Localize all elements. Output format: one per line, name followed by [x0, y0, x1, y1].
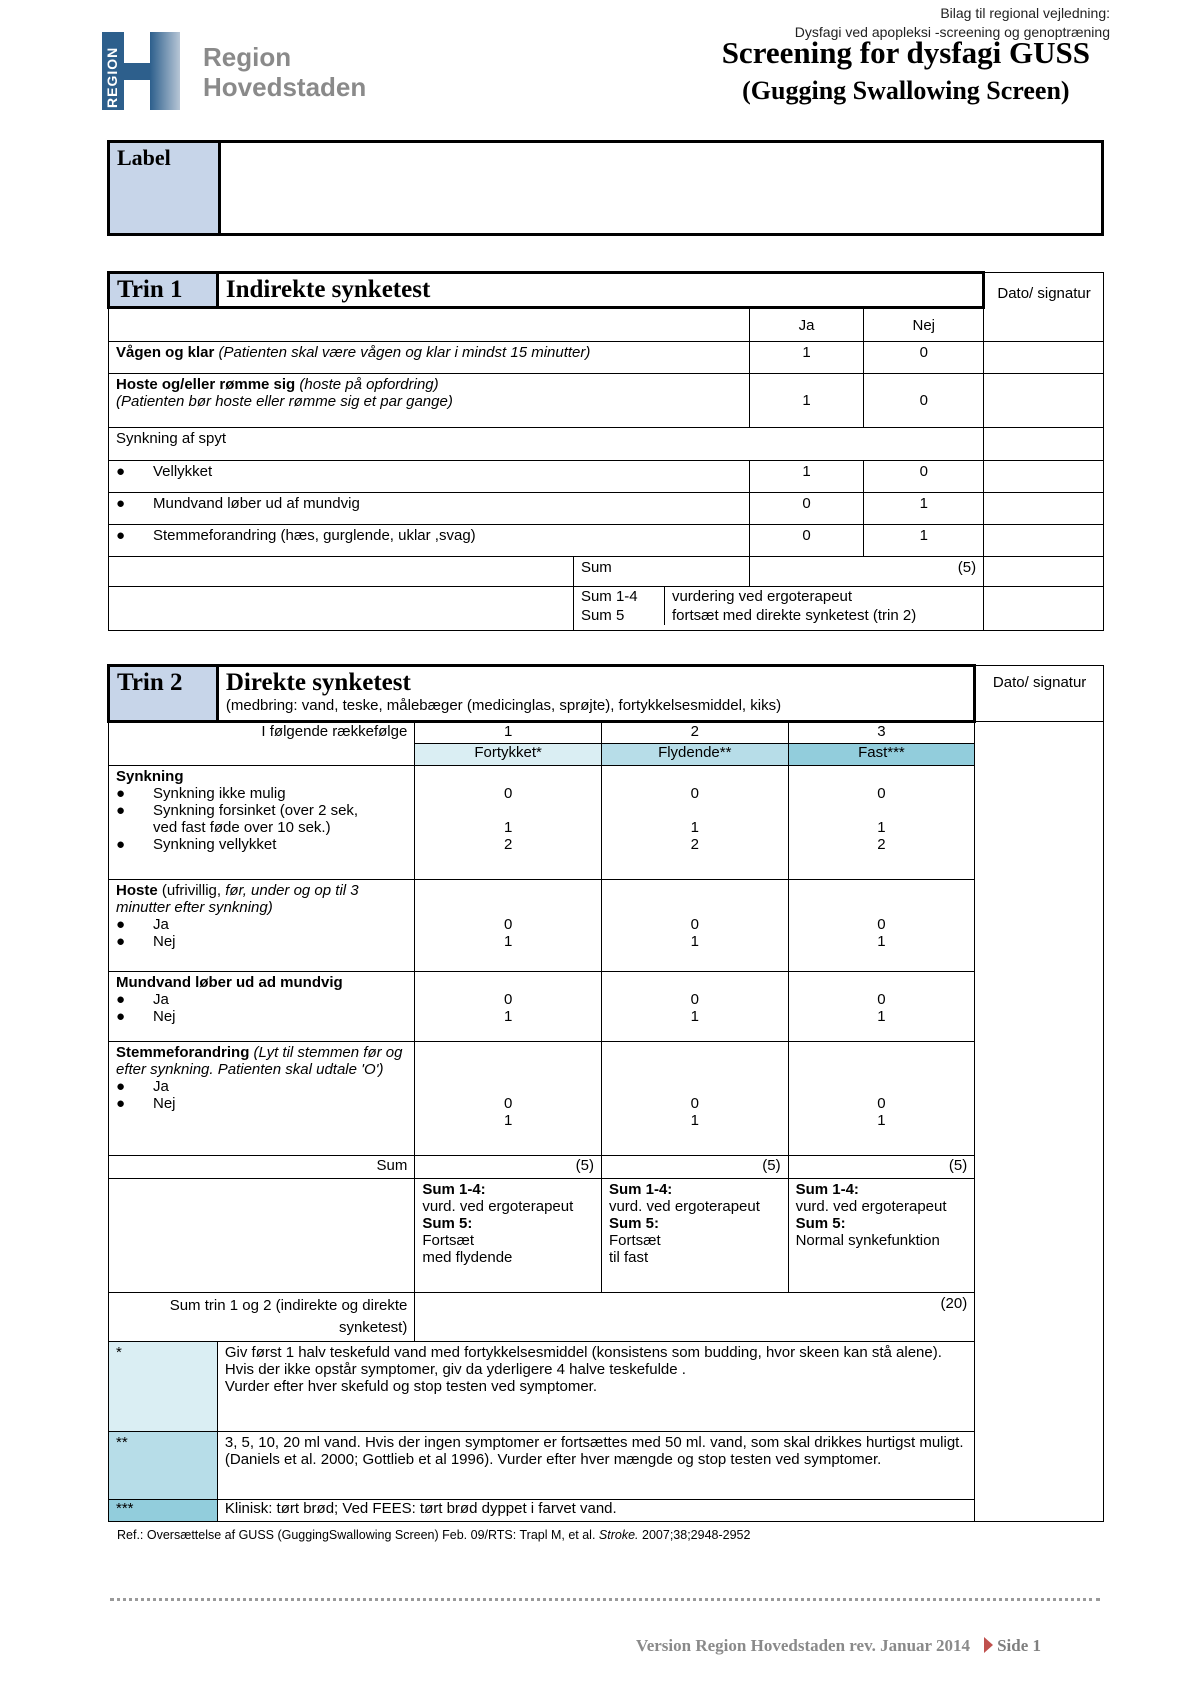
vaagen-ja[interactable]: 1 — [749, 342, 864, 374]
sig-cell[interactable] — [984, 428, 1104, 461]
mundvand-values[interactable]: 0 1 — [788, 972, 975, 1042]
trin2-sum-value[interactable]: (5) — [601, 1156, 788, 1179]
bilag-line2: Dysfagi ved apopleksi -screening og genoptræning — [794, 24, 1110, 40]
col-num: 1 — [415, 722, 602, 744]
hoste-values[interactable]: 0 1 — [788, 880, 975, 972]
spyt-row: ● Mundvand løber ud af mundvig — [109, 493, 750, 525]
hoste-cell: Hoste (ufrivillig, før, under og op til 3 minutter efter synkning) ● Ja ● Nej — [109, 880, 415, 972]
sig-cell[interactable] — [984, 342, 1104, 374]
trin1-sum-value[interactable]: (5) — [749, 557, 984, 587]
logo-text — [203, 42, 366, 102]
hoste-values[interactable]: 0 1 — [601, 880, 788, 972]
total-label: Sum trin 1 og 2 (indirekte og direkte synketest) — [109, 1293, 415, 1342]
reference: Ref.: Oversættelse af GUSS (GuggingSwallowing Screen) Feb. 09/RTS: Trapl M, et al. Stroke. 2007;38;2948-2952 — [117, 1528, 751, 1542]
hoste-nej[interactable]: 0 — [864, 374, 984, 428]
total-value[interactable]: (20) — [415, 1293, 975, 1342]
label-field[interactable] — [220, 142, 1103, 235]
row-hoste: Hoste og/eller rømme sig (hoste på opfordring) (Patienten bør hoste eller rømme sig et par gange) — [109, 374, 750, 428]
mundvand-values[interactable]: 0 1 — [415, 972, 602, 1042]
stemme-values[interactable]: 0 1 — [788, 1042, 975, 1156]
logo-line2: Hovedstaden — [203, 72, 367, 102]
note-text: 3, 5, 10, 20 ml vand. Hvis der ingen symptomer er fortsættes med 50 ml. vand, som skal drikkes hurtigst muligt. (Daniels et al. 2000; Gottlieb et al 1996). Vurder efter hver mængde og stop testen ved symptomer. — [217, 1432, 974, 1500]
hoste-ja[interactable]: 1 — [749, 374, 864, 428]
trin2-title-cell — [217, 666, 974, 722]
page-title — [722, 34, 1090, 110]
stemme-cell: Stemmeforandring (Lyt til stemmen før og efter synkning. Patienten skal udtale 'O') ● Ja ● Nej — [109, 1042, 415, 1156]
synkning-values[interactable]: 0 1 2 — [601, 766, 788, 880]
hoste-values[interactable]: 0 1 — [415, 880, 602, 972]
col-num: 2 — [601, 722, 788, 744]
outcome-cell: Sum 1-4: vurd. ved ergoterapeut Sum 5: Fortsæt med flydende — [415, 1179, 602, 1293]
sig-cell[interactable] — [984, 461, 1104, 493]
trin2-title: Direkte synketest — [225, 669, 411, 696]
page-number: Side 1 — [997, 1636, 1041, 1655]
trin1-title: Indirekte synketest — [217, 273, 983, 308]
sig-cell[interactable] — [984, 587, 1104, 631]
synkning-values[interactable]: 0 1 2 — [415, 766, 602, 880]
logo-line1: Region — [203, 42, 292, 72]
sig-cell[interactable] — [984, 374, 1104, 428]
spyt-nej[interactable]: 0 — [864, 461, 984, 493]
stemme-values[interactable]: 0 1 — [415, 1042, 602, 1156]
col-fortykket: Fortykket* — [415, 744, 602, 766]
note-mark: * — [109, 1342, 218, 1432]
note-text: Klinisk: tørt brød; Ved FEES: tørt brød dyppet i farvet vand. — [217, 1500, 974, 1522]
note-text: Giv først 1 halv teskefuld vand med fortykkelsesmiddel (konsistens som budding, hvor skeen kan stå alene). Hvis der ikke opstår symptomer, giv da yderligere 4 halve teskefulde . Vurder efter hver skefuld og stop testen ved symptomer. — [217, 1342, 974, 1432]
col-num: 3 — [788, 722, 975, 744]
stemme-values[interactable]: 0 1 — [601, 1042, 788, 1156]
col-flydende: Flydende** — [601, 744, 788, 766]
trin1-outcome: Sum 1-4 vurdering ved ergoterapeut Sum 5 fortsæt med direkte synketest (trin 2) — [573, 587, 983, 631]
trin1-step: Trin 1 — [109, 273, 218, 308]
footer-version: Version Region Hovedstaden rev. Januar 2014 — [636, 1636, 971, 1655]
label-cell: Label — [109, 142, 220, 235]
spyt-nej[interactable]: 1 — [864, 493, 984, 525]
outcome-cell: Sum 1-4: vurd. ved ergoterapeut Sum 5: Normal synkefunktion — [788, 1179, 975, 1293]
vaagen-nej[interactable]: 0 — [864, 342, 984, 374]
trin2-date-sig: Dato/ signatur — [975, 666, 1104, 722]
title-line1: Screening for dysfagi GUSS — [721, 35, 1090, 70]
col-nej: Nej — [864, 308, 984, 342]
note-mark: *** — [109, 1500, 218, 1522]
triangle-right-icon — [984, 1637, 993, 1653]
trin1-table — [107, 271, 1104, 631]
trin2-step: Trin 2 — [109, 666, 218, 722]
bilag-line1: Bilag til regional vejledning: — [940, 5, 1110, 21]
mundvand-cell: Mundvand løber ud ad mundvig ● Ja ● Nej — [109, 972, 415, 1042]
trin2-sum-value[interactable]: (5) — [788, 1156, 975, 1179]
spyt-label: Synkning af spyt — [109, 428, 984, 461]
outcome-cell: Sum 1-4: vurd. ved ergoterapeut Sum 5: Fortsæt til fast — [601, 1179, 788, 1293]
synkning-cell: Synkning ● Synkning ikke mulig ● Synkning forsinket (over 2 sek, ved fast føde over 10 sek.) ● Synkning vellykket — [109, 766, 415, 880]
spyt-ja[interactable]: 0 — [749, 493, 864, 525]
col-ja: Ja — [749, 308, 864, 342]
synkning-values[interactable]: 0 1 2 — [788, 766, 975, 880]
spyt-nej[interactable]: 1 — [864, 525, 984, 557]
spyt-row: ● Vellykket — [109, 461, 750, 493]
col-fast: Fast*** — [788, 744, 975, 766]
logo-vertical-text: REGION — [104, 46, 120, 108]
divider — [110, 1598, 1100, 1601]
trin1-sum-label: Sum — [573, 557, 749, 587]
trin2-subtitle: (medbring: vand, teske, målebæger (medicinglas, sprøjte), fortykkelsesmiddel, kiks) — [225, 697, 782, 714]
footer — [636, 1636, 1041, 1656]
note-mark: ** — [109, 1432, 218, 1500]
mundvand-values[interactable]: 0 1 — [601, 972, 788, 1042]
sig-cell[interactable] — [984, 493, 1104, 525]
sig-cell[interactable] — [984, 557, 1104, 587]
trin2-sum-value[interactable]: (5) — [415, 1156, 602, 1179]
spyt-ja[interactable]: 0 — [749, 525, 864, 557]
row-vaagen: Vågen og klar (Patienten skal være vågen og klar i mindst 15 minutter) — [109, 342, 750, 374]
label-box — [107, 140, 1104, 236]
trin1-date-sig: Dato/ signatur — [984, 273, 1104, 342]
trin2-sum-label: Sum — [109, 1156, 415, 1179]
trin2-sig-column[interactable] — [975, 722, 1104, 1522]
order-label: I følgende rækkefølge — [109, 722, 415, 766]
spyt-ja[interactable]: 1 — [749, 461, 864, 493]
title-line2: (Gugging Swallowing Screen) — [742, 76, 1070, 105]
sig-cell[interactable] — [984, 525, 1104, 557]
spyt-row: ● Stemmeforandring (hæs, gurglende, uklar ,svag) — [109, 525, 750, 557]
trin2-table — [107, 664, 1104, 1522]
